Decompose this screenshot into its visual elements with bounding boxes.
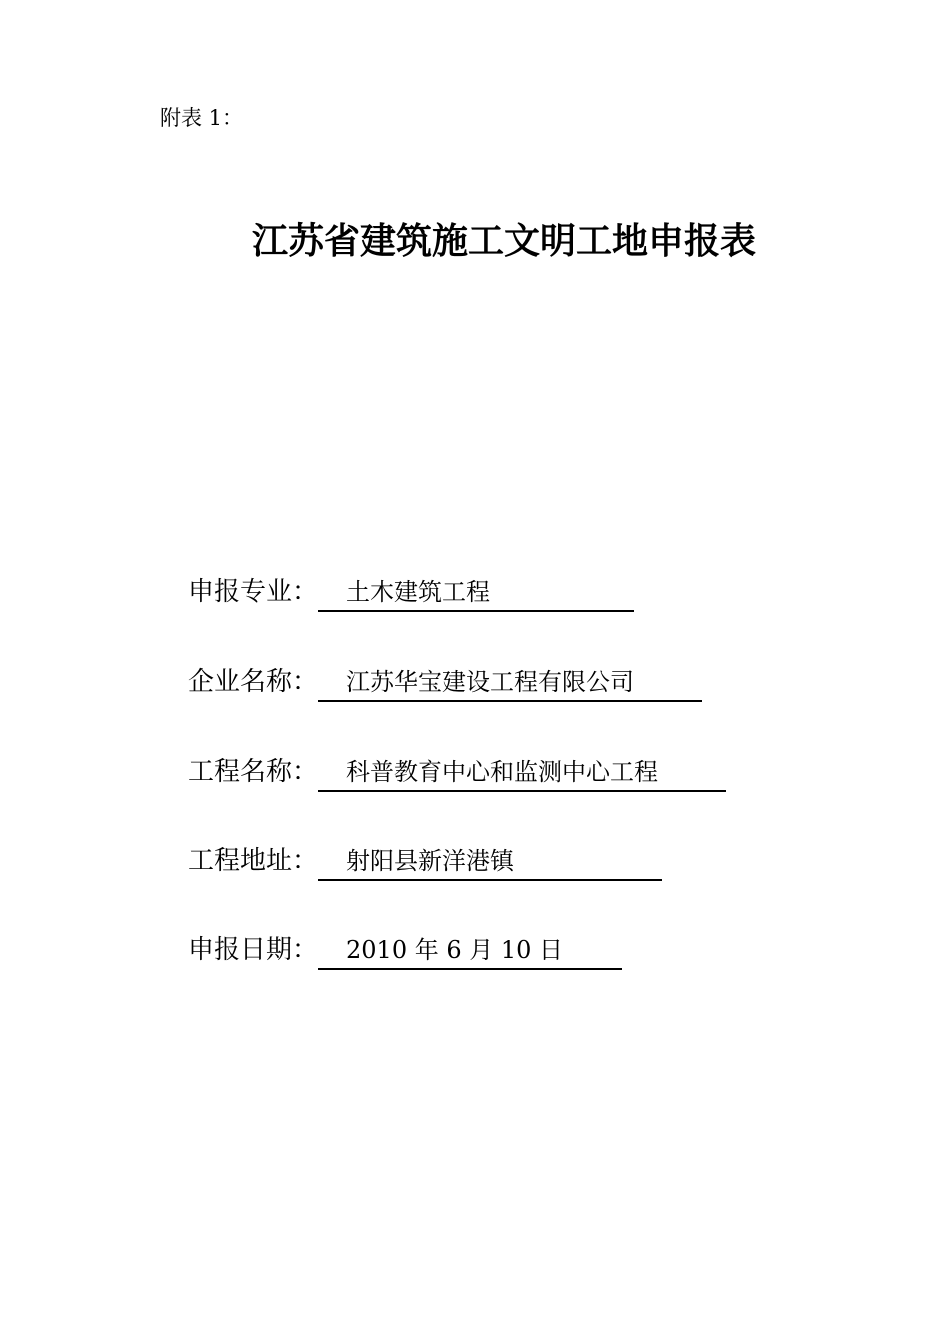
field-declaration-date (188, 932, 622, 968)
field-value: 射阳县新洋港镇 (318, 843, 662, 881)
field-label: 企业名称： (188, 667, 319, 697)
field-value: 土木建筑工程 (318, 574, 634, 612)
field-value: 科普教育中心和监测中心工程 (318, 754, 726, 792)
appendix-label: 附表 1： (160, 106, 244, 130)
field-project-name (188, 754, 726, 790)
page-title: 江苏省建筑施工文明工地申报表 (251, 221, 756, 262)
field-value: 江苏华宝建设工程有限公司 (318, 664, 702, 702)
field-company-name (188, 664, 702, 700)
field-label: 工程地址： (188, 846, 319, 876)
field-label: 申报日期： (188, 935, 319, 965)
field-declaration-specialty (188, 574, 634, 610)
field-label: 工程名称： (188, 757, 319, 787)
field-label: 申报专业： (188, 577, 319, 607)
field-project-address (188, 843, 662, 879)
field-value: 2010 年 6 月 10 日 (318, 932, 622, 970)
